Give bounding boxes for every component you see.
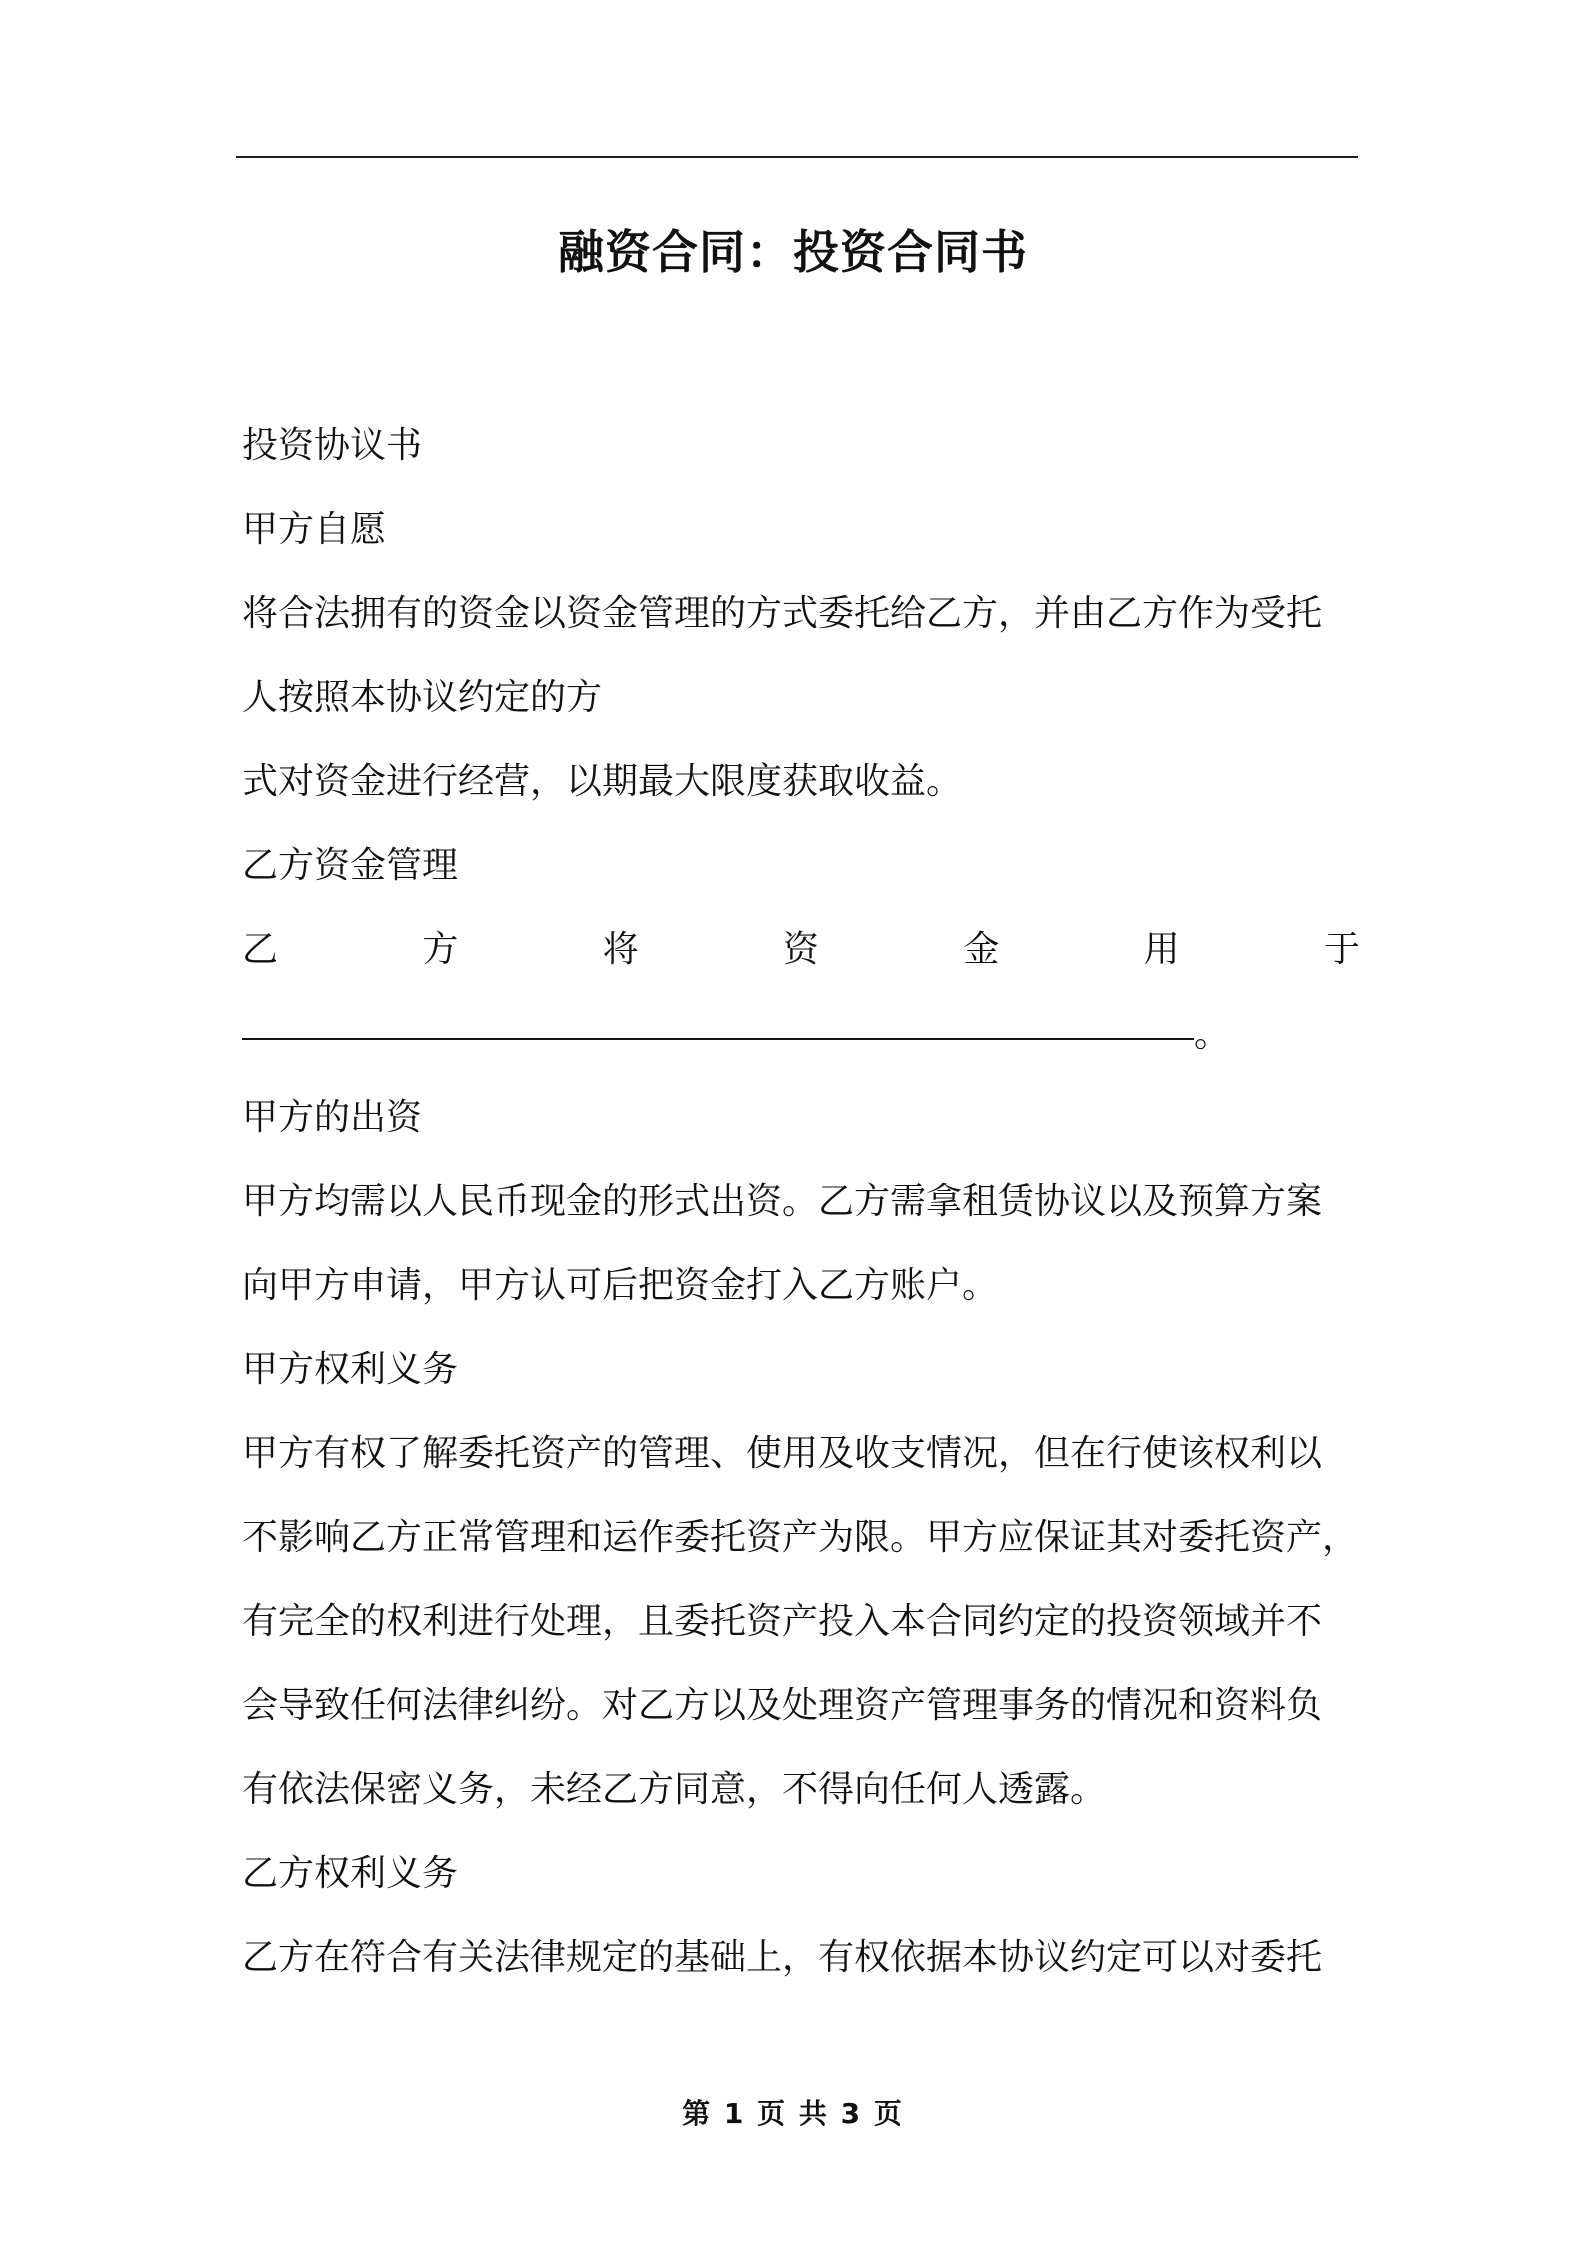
paragraph-line: 向甲方申请，甲方认可后把资金打入乙方账户。 bbox=[242, 1265, 999, 1306]
paragraph-line: 会导致任何法律纠纷。对乙方以及处理资产管理事务的情况和资料负 bbox=[242, 1685, 1323, 1726]
paragraph-line: 甲方权利义务 bbox=[242, 1349, 459, 1390]
paragraph-line: 不影响乙方正常管理和运作委托资产为限。甲方应保证其对委托资产， bbox=[242, 1517, 1359, 1558]
paragraph-line: 乙方权利义务 bbox=[242, 1853, 459, 1894]
paragraph-line: 有完全的权利进行处理，且委托资产投入本合同约定的投资领域并不 bbox=[242, 1601, 1323, 1642]
paragraph-line: 甲方的出资 bbox=[242, 1097, 423, 1138]
spread-char: 将 bbox=[602, 929, 639, 970]
spread-line bbox=[242, 908, 1360, 992]
paragraph-line: 乙方在符合有关法律规定的基础上，有权依据本协议约定可以对委托 bbox=[242, 1937, 1323, 1978]
spread-char: 乙 bbox=[242, 929, 279, 970]
header-rule bbox=[236, 156, 1358, 158]
fill-in-period: 。 bbox=[1194, 1014, 1231, 1055]
spread-char: 资 bbox=[782, 929, 819, 970]
fill-in-line bbox=[242, 992, 1360, 1076]
paragraph-line: 甲方均需以人民币现金的形式出资。乙方需拿租赁协议以及预算方案 bbox=[242, 1181, 1323, 1222]
document-body bbox=[242, 404, 1360, 2000]
paragraph-line: 甲方自愿 bbox=[242, 509, 387, 550]
page-number: 第 1 页 共 3 页 bbox=[682, 2097, 904, 2130]
spread-char: 于 bbox=[1323, 929, 1360, 970]
paragraph-line: 人按照本协议约定的方 bbox=[242, 677, 603, 718]
paragraph-line: 甲方有权了解委托资产的管理、使用及收支情况，但在行使该权利以 bbox=[242, 1433, 1323, 1474]
paragraph-line: 投资协议书 bbox=[242, 425, 423, 466]
document-title: 融资合同：投资合同书 bbox=[558, 225, 1028, 279]
spread-char: 金 bbox=[963, 929, 1000, 970]
spread-char: 方 bbox=[422, 929, 459, 970]
paragraph-line: 将合法拥有的资金以资金管理的方式委托给乙方，并由乙方作为受托 bbox=[242, 593, 1323, 634]
paragraph-line: 有依法保密义务，未经乙方同意，不得向任何人透露。 bbox=[242, 1769, 1107, 1810]
spread-char: 用 bbox=[1143, 929, 1180, 970]
fill-in-blank bbox=[242, 986, 1194, 1040]
paragraph-line: 式对资金进行经营，以期最大限度获取收益。 bbox=[242, 761, 963, 802]
page-footer bbox=[0, 2092, 1586, 2132]
paragraph-line: 乙方资金管理 bbox=[242, 845, 459, 886]
